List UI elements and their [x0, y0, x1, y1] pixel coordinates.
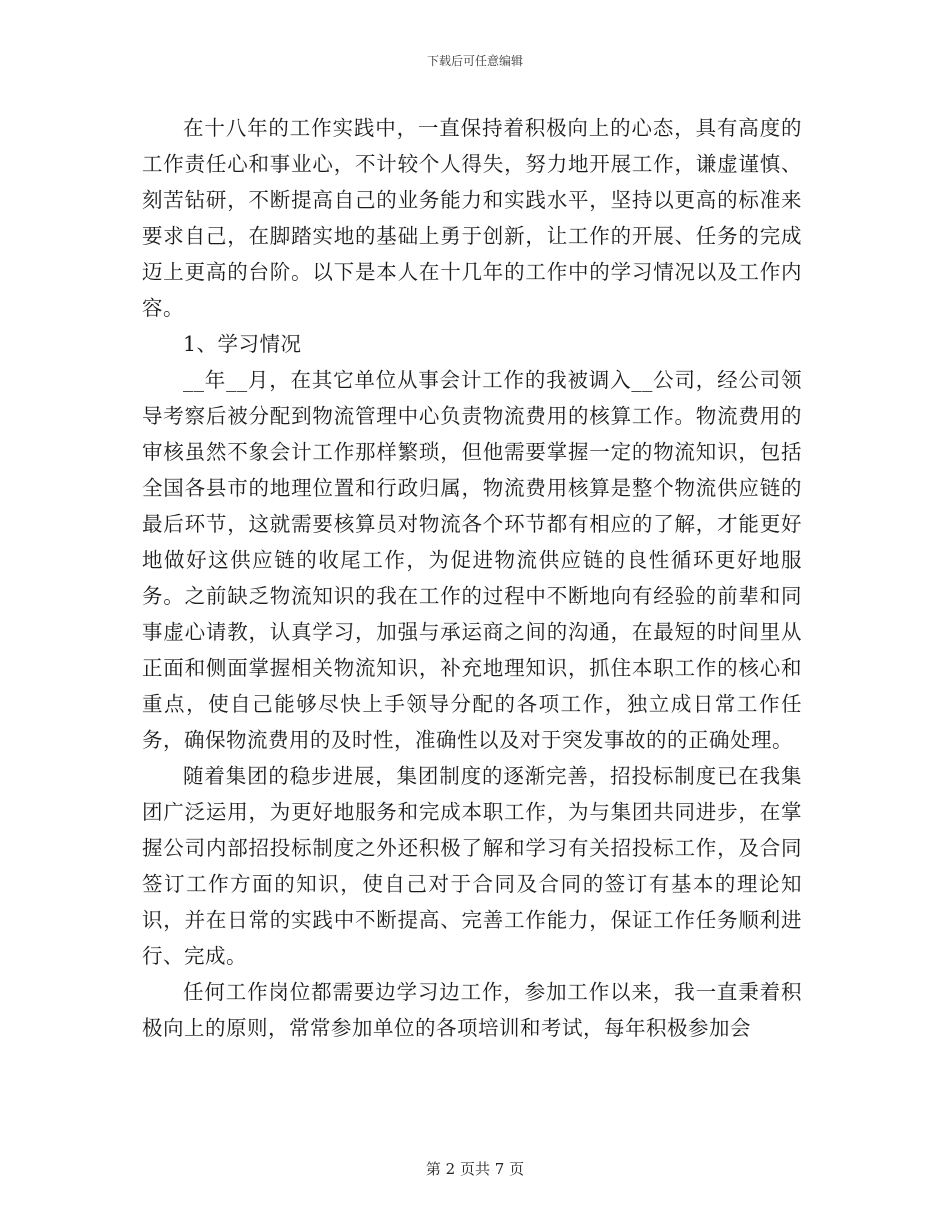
paragraph-training: 任何工作岗位都需要边学习边工作，参加工作以来，我一直秉着积极向上的原则，常常参加单位的各项培训和考试，每年积极参加会 [142, 980, 802, 1040]
section-heading-study: 1、学习情况 [183, 332, 302, 356]
page-footer: 第 2 页共 7 页 [425, 1160, 525, 1178]
document-body [142, 110, 802, 1046]
page-header: 下载后可任意编辑 [426, 54, 523, 68]
paragraph-logistics: __年__月，在其它单位从事会计工作的我被调入__公司，经公司领导考察后被分配到物流管理中心负责物流费用的核算工作。物流费用的审核虽然不象会计工作那样繁琐，但他需要掌握一定的物流知识，包括全国各县市的地理位置和行政归属，物流费用核算是整个物流供应链的最后环节，这就需要核算员对物流各个环节都有相应的了解，才能更好地做好这供应链的收尾工作，为促进物流供应链的良性循环更好地服务。之前缺乏物流知识的我在工作的过程中不断地向有经验的前辈和同事虚心请教，认真学习，加强与承运商之间的沟通，在最短的时间里从正面和侧面掌握相关物流知识，补充地理知识，抓住本职工作的核心和重点，使自己能够尽快上手领导分配的各项工作，独立成日常工作任务，确保物流费用的及时性，准确性以及对于突发事故的的正确处理。 [142, 368, 802, 752]
paragraph-intro: 在十八年的工作实践中，一直保持着积极向上的心态，具有高度的工作责任心和事业心，不计较个人得失，努力地开展工作，谦虚谨慎、刻苦钻研，不断提高自己的业务能力和实践水平，坚持以更高的标准来要求自己，在脚踏实地的基础上勇于创新，让工作的开展、任务的完成迈上更高的台阶。以下是本人在十几年的工作中的学习情况以及工作内容。 [142, 116, 802, 320]
paragraph-bidding: 随着集团的稳步进展，集团制度的逐渐完善，招投标制度已在我集团广泛运用，为更好地服务和完成本职工作，为与集团共同进步，在掌握公司内部招投标制度之外还积极了解和学习有关招投标工作，及合同签订工作方面的知识，使自己对于合同及合同的签订有基本的理论知识，并在日常的实践中不断提高、完善工作能力，保证工作任务顺利进行、完成。 [142, 764, 802, 968]
